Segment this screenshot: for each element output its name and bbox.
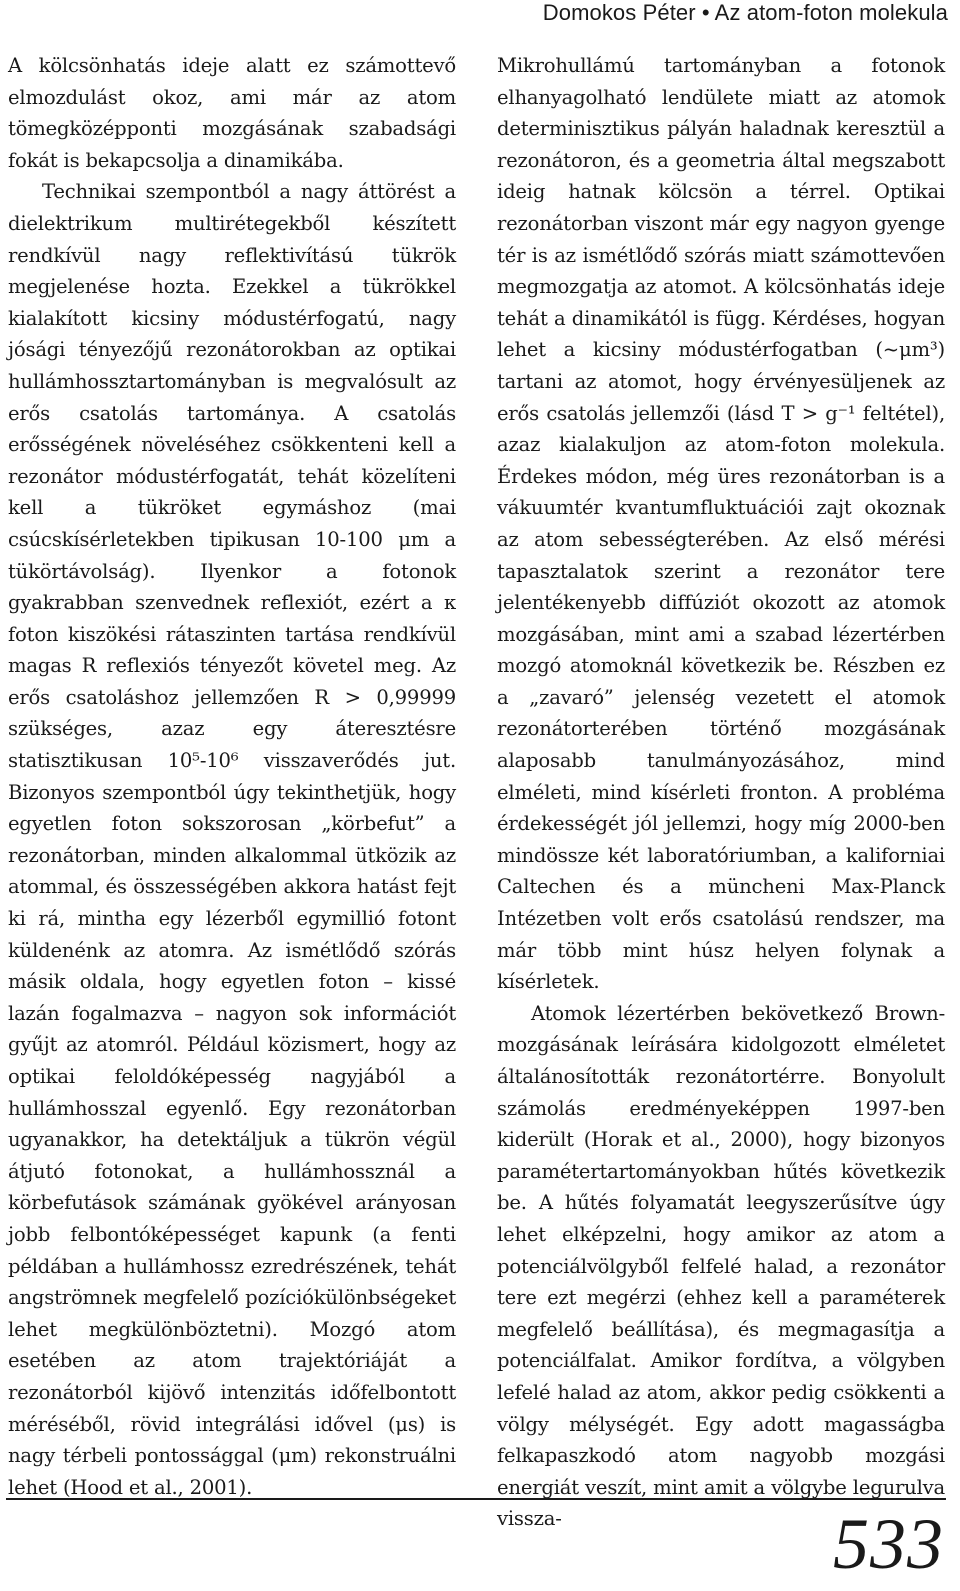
left-paragraph-1: A kölcsönhatás ideje alatt ez számottevő elmozdulást okoz, ami már az atom tömegközépponti mozgásának szabadsági fokát is bekapcsolja a dinamikába. <box>8 54 456 172</box>
left-paragraph-2: Technikai szempontból a nagy áttörést a dielektrikum multirétegekből készített rendkívül nagy reflektivítású tükrök megjelenése hozta. Ezekkel a tükrökkel kialakított kicsiny módustérfogatú, nagy jósági tényezőjű rezonátorokban az optikai hullámhossztartományban is megvalósult az erős csatolás tartománya. A csatolás erősségének növeléséhez csökkenteni kell a rezonátor módustérfogatát, tehát közelíteni kell a tükröket egymáshoz (mai csúcskísérletekben tipikusan 10-100 μm a tükörtávolság). Ilyenkor a fotonok gyakrabban szenvednek reflexiót, ezért a κ foton kiszökési rátaszinten tartása rendkívül magas R reflexiós tényezőt követel meg. Az erős csatoláshoz jellemzően R > 0,99999 szükséges, azaz egy áteresztésre statisztikusan 10⁵-10⁶ visszaverődés jut. Bizonyos szempontból úgy tekinthetjük, hogy egyetlen foton sokszorosan „körbefut” a rezonátorban, minden alkalommal ütközik az atommal, és összességében akkora hatást fejt ki rá, mintha egy lézerből egymillió fotont küldenénk az atomra. Az ismétlődő szórás másik oldala, hogy egyetlen foton – kissé lazán fogalmazva – nagyon sok információt gyűjt az atomról. Például közismert, hogy az optikai feloldóképesség nagyjából a hullámhosszal egyenlő. Egy rezonátorban ugyanakkor, ha detektáljuk a tükrön végül átjutó fotonokat, a hullámhossznál a körbefutások számának gyökével arányosan jobb felbontóképességet kapunk (a fenti példában a hullámhossz ezredrészének, tehát angströmnek megfelelő pozíciókülönbségeket lehet megkülönböztetni). Mozgó atom esetében az atom trajektóriáját a rezonátorból kijövő intenzitás időfelbontott méréséből, rövid integrálási idővel (μs) is nagy térbeli pontossággal (μm) rekonstruálni lehet (Hood et al., 2001). <box>8 180 456 1499</box>
running-head: Domokos Péter • Az atom-foton molekula <box>542 0 948 25</box>
left-column <box>8 50 456 1503</box>
right-column <box>497 50 945 1535</box>
page-number: 533 <box>833 1504 944 1584</box>
right-paragraph-2: Atomok lézertérben bekövetkező Brown-mozgásának leírására kidolgozott elméletet általánosították rezonátortérre. Bonyolult számolás eredményeképpen 1997-ben kiderült (Horak et al., 2000), hogy bizonyos paramétertartományokban hűtés következik be. A hűtés folyamatát leegyszerűsítve úgy lehet elképzelni, hogy amikor az atom a potenciálvölgyből felfelé halad, a rezonátor tere ezt megérzi (ehhez kell a paraméterek megfelelő beállítása), és megmagasítja a potenciálfalat. Amikor fordítva, a völgyben lefelé halad az atom, akkor pedig csökkenti a völgy mélységét. Egy adott magasságba felkapaszkodó atom nagyobb mozgási energiát veszít, mint amit a völgybe legurulva vissza- <box>497 1001 945 1531</box>
footer-rule <box>6 1498 946 1500</box>
right-paragraph-1: Mikrohullámú tartományban a fotonok elhanyagolható lendülete miatt az atomok determinisztikus pályán haladnak keresztül a rezonátoron, és a geometria által megszabott ideig hatnak kölcsön a térrel. Optikai rezonátorban viszont már egy nagyon gyenge tér is az ismétlődő szórás miatt számottevően megmozgatja az atomot. A kölcsönhatás ideje tehát a dinamikától is függ. Kérdéses, hogyan lehet a kicsiny módustérfogatban (~μm³) tartani az atomot, hogy érvényesüljenek az erős csatolás jellemzői (lásd T > g⁻¹ feltétel), azaz kialakuljon az atom-foton molekula. Érdekes módon, még üres rezonátorban is a vákuumtér kvantumfluktuációi zajt okoznak az atom sebességterében. Az első mérési tapasztalatok szerint a rezonátor tere jelentékenyebb diffúziót okozott az atomok mozgásában, mint ami a szabad lézertérben mozgó atomoknál következik be. Részben ez a „zavaró” jelenség vezetett el atomok rezonátorterében történő mozgásának alaposabb tanulmányozásához, mind elméleti, mind kísérleti fronton. A probléma érdekességét jól jellemzi, hogy míg 2000-ben mindössze két laboratóriumban, a kaliforniai Caltechen és a müncheni Max-Planck Intézetben volt erős csatolású rendszer, ma már több mint húsz helyen folynak a kísérletek. <box>497 54 945 994</box>
